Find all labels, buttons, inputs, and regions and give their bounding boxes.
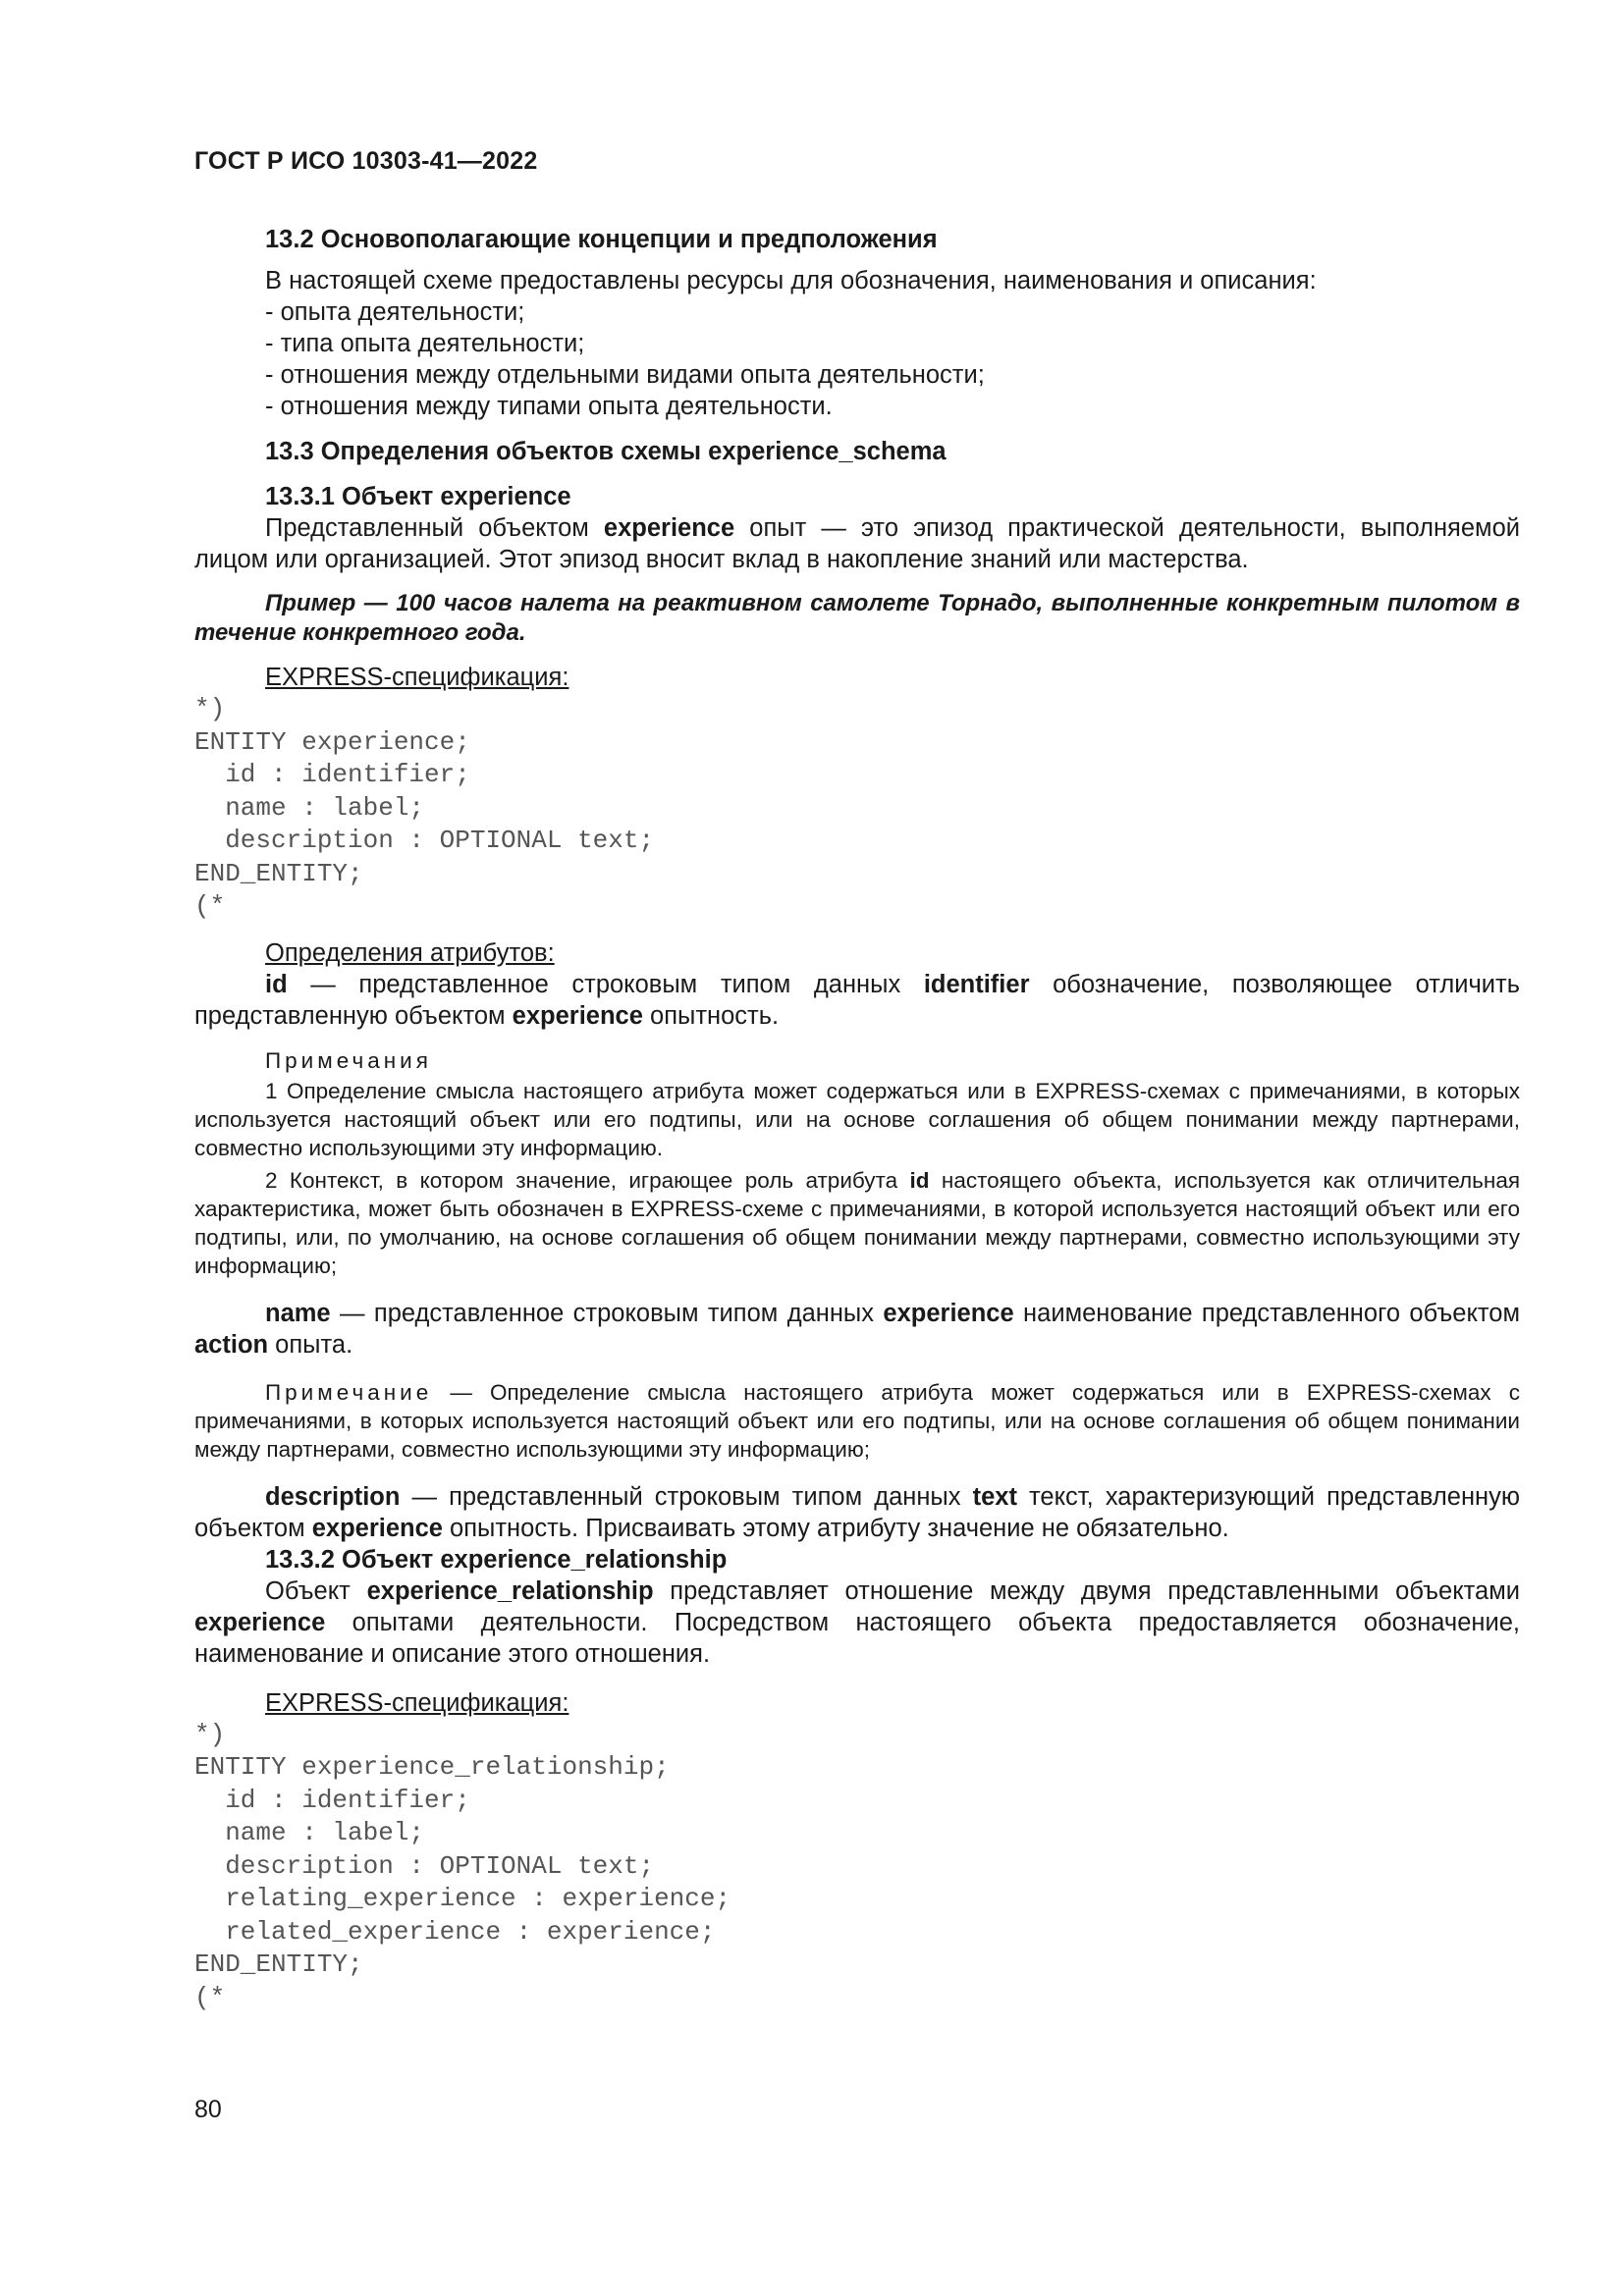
section-13-3-heading: 13.3 Определения объектов схемы experience_schema xyxy=(265,438,947,465)
notes-heading: Примечания xyxy=(265,1047,432,1073)
list-item: - отношения между типами опыта деятельности. xyxy=(265,393,833,420)
example-text: Пример — 100 часов налета на реактивном самолете Торнадо, выполненные конкретным пилотом в течение конкретного года. xyxy=(194,590,1520,646)
document-body xyxy=(194,224,1520,2014)
attr-description-definition: description — представленный строковым типом данных text текст, характеризующий представленную объектом experience опытность. Присваивать этому атрибуту значение не обязательно. xyxy=(194,1482,1520,1542)
resource-list xyxy=(265,296,1520,422)
section-13-2-intro: В настоящей схеме предоставлены ресурсы для обозначения, наименования и описания: xyxy=(265,267,1317,294)
list-item: - отношения между отдельными видами опыта деятельности; xyxy=(265,361,985,389)
note-3: Примечание — Определение смысла настоящего атрибута может содержаться или в EXPRESS-схемах с примечаниями, в которых используется настоящий объект или его подтипы, или на основе соглашения об общем понимании между партнерами, совместно использующими эту информацию; xyxy=(194,1379,1520,1462)
page-number: 80 xyxy=(194,2096,222,2123)
list-item: - типа опыта деятельности; xyxy=(265,330,585,357)
section-13-2-heading: 13.2 Основополагающие концепции и предположения xyxy=(265,226,938,253)
express-code-experience: *) ENTITY experience; id : identifier; name : label; description : OPTIONAL text; END_ENTITY; (* xyxy=(194,694,655,921)
experience-relationship-definition: Объект experience_relationship представляет отношение между двумя представленными объектами experience опытами деятельности. Посредством настоящего объекта предоставляется обозначение, наименование и описание этого отношения. xyxy=(194,1576,1520,1668)
section-13-3-2-heading: 13.3.2 Объект experience_relationship xyxy=(265,1545,728,1574)
express-code-experience-relationship: *) ENTITY experience_relationship; id : identifier; name : label; description : OPTIONAL text; relating_experience : experience; related_experience : experience; END_ENTITY; (* xyxy=(194,1719,731,2012)
note-2: 2 Контекст, в котором значение, играющее роль атрибута id настоящего объекта, используется как отличительная характеристика, может быть обозначен в EXPRESS-схеме с примечаниями, в которой используется настоящий объект или его подтипы, или, по умолчанию, на основе соглашения об общем понимании между партнерами, совместно использующими эту информацию; xyxy=(194,1167,1521,1278)
express-spec-label: EXPRESS-спецификация: xyxy=(265,1688,569,1717)
section-13-3-1-heading: 13.3.1 Объект experience xyxy=(265,483,571,510)
express-spec-label: EXPRESS-спецификация: xyxy=(265,664,569,691)
list-item: - опыта деятельности; xyxy=(265,298,525,326)
attr-name-definition: name — представленное строковым типом данных experience наименование представленного объектом action опыта. xyxy=(194,1299,1520,1359)
note-1: 1 Определение смысла настоящего атрибута может содержаться или в EXPRESS-схемах с примечаниями, в которых используется настоящий объект или его подтипы, или на основе соглашения об общем понимании между партнерами, совместно использующими эту информацию. xyxy=(194,1078,1520,1160)
attr-id-definition: id — представленное строковым типом данных identifier обозначение, позволяющее отличить представленную объектом experience опытность. xyxy=(194,970,1520,1030)
experience-definition: Представленный объектом experience опыт — это эпизод практической деятельности, выполняемой лицом или организацией. Этот эпизод вносит вклад в накопление знаний или мастерства. xyxy=(194,514,1520,573)
attribute-definitions-label: Определения атрибутов: xyxy=(265,938,555,967)
document-header: ГОСТ Р ИСО 10303-41—2022 xyxy=(194,147,538,175)
